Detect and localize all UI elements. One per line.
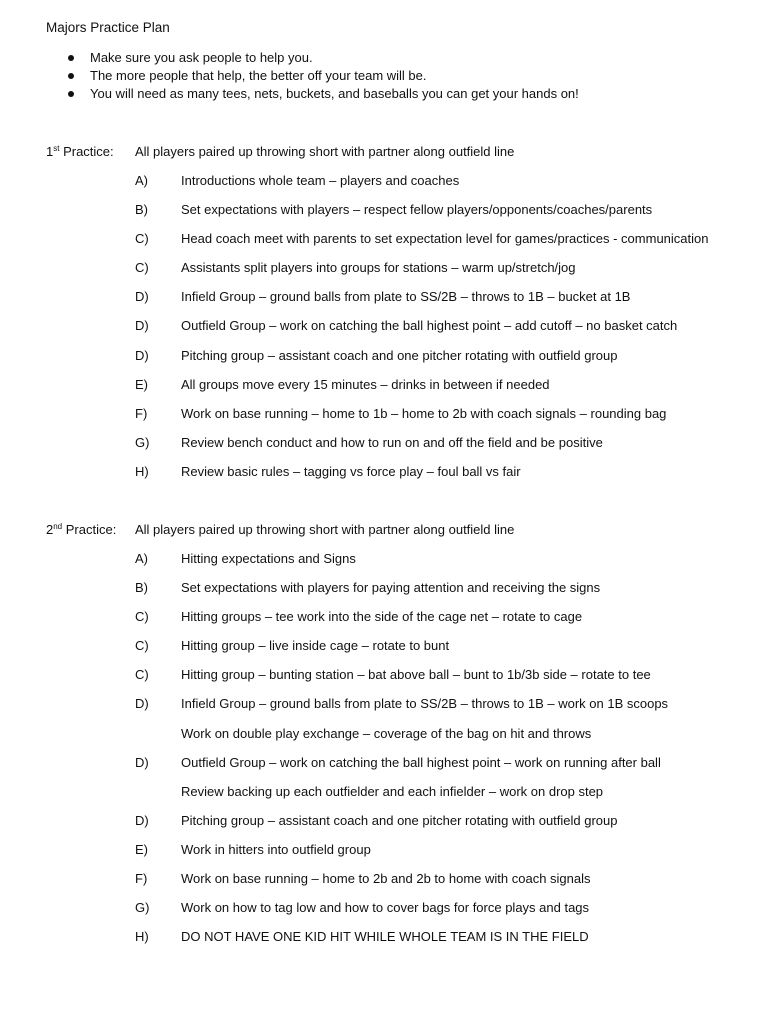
item-text: Work on how to tag low and how to cover bags for force plays and tags [181, 900, 590, 916]
item-letter: F) [135, 405, 148, 421]
practice-item [46, 201, 746, 230]
practice-2-lead: All players paired up throwing short with partner along outfield line [135, 522, 515, 537]
practice-2-header [46, 521, 746, 550]
practice-item [46, 317, 746, 346]
item-letter: H) [135, 929, 149, 945]
practice-2-items [46, 550, 746, 957]
bullet-dot-icon [68, 91, 74, 97]
item-text: Review backing up each outfielder and each infielder – work on drop step [181, 783, 604, 799]
item-text: Review bench conduct and how to run on and off the field and be positive [181, 434, 603, 450]
item-text: Introductions whole team – players and coaches [181, 173, 460, 188]
item-text: Head coach meet with parents to set expectation level for games/practices - communication [181, 231, 709, 247]
item-text: Hitting groups – tee work into the side of the cage net – rotate to cage [181, 609, 583, 625]
practice-item [46, 870, 746, 899]
item-letter: H) [135, 463, 149, 479]
practice-number: 1 [46, 144, 54, 159]
item-text: Hitting group – bunting station – bat above ball – bunt to 1b/3b side – rotate to tee [181, 667, 651, 683]
practice-1-header [46, 143, 746, 172]
bullet-dot-icon [68, 73, 74, 79]
item-letter: A) [135, 551, 148, 566]
item-letter: C) [135, 638, 149, 654]
bullet-item [66, 49, 579, 67]
item-text: Review basic rules – tagging vs force play – foul ball vs fair [181, 463, 521, 479]
practice-item [46, 259, 746, 288]
item-letter: G) [135, 434, 150, 450]
bullet-item [66, 85, 579, 103]
item-letter: E) [135, 841, 148, 857]
practice-1-section [46, 143, 746, 492]
item-letter: C) [135, 231, 149, 247]
practice-item [46, 288, 746, 317]
item-text: Outfield Group – work on catching the ball highest point – work on running after ball [181, 754, 661, 770]
practice-2-section [46, 521, 746, 957]
practice-item [46, 725, 746, 754]
item-text: Infield Group – ground balls from plate to SS/2B – throws to 1B – bucket at 1B [181, 289, 631, 305]
practice-2-label [46, 521, 116, 539]
item-text: DO NOT HAVE ONE KID HIT WHILE WHOLE TEAM IS IN THE FIELD [181, 929, 589, 945]
practice-1-lead: All players paired up throwing short with partner along outfield line [135, 144, 515, 159]
practice-item [46, 434, 746, 463]
practice-item [46, 812, 746, 841]
item-text: Work on double play exchange – coverage of the bag on hit and throws [181, 725, 592, 741]
item-text: Infield Group – ground balls from plate to SS/2B – throws to 1B – work on 1B scoops [181, 696, 669, 712]
item-letter: D) [135, 347, 149, 363]
item-letter: A) [135, 173, 148, 188]
item-letter: C) [135, 609, 149, 625]
intro-bullet-list [66, 49, 579, 103]
item-letter: B) [135, 580, 148, 596]
practice-item [46, 230, 746, 259]
bullet-item [66, 67, 579, 85]
page-title: Majors Practice Plan [46, 20, 170, 35]
practice-item [46, 841, 746, 870]
bullet-text: Make sure you ask people to help you. [90, 50, 313, 65]
practice-item [46, 172, 746, 201]
practice-item [46, 579, 746, 608]
practice-label-tail: Practice: [62, 522, 117, 537]
practice-item [46, 405, 746, 434]
item-text: Work in hitters into outfield group [181, 841, 371, 857]
item-text: Pitching group – assistant coach and one pitcher rotating with outfield group [181, 812, 618, 828]
item-letter: E) [135, 376, 148, 392]
practice-item [46, 608, 746, 637]
item-text: Set expectations with players – respect fellow players/opponents/coaches/parents [181, 202, 653, 218]
item-text: Pitching group – assistant coach and one pitcher rotating with outfield group [181, 347, 618, 363]
item-letter: G) [135, 900, 150, 916]
item-letter: D) [135, 289, 149, 305]
practice-item [46, 695, 746, 724]
bullet-text: You will need as many tees, nets, buckets, and baseballs you can get your hands on! [90, 86, 579, 101]
item-letter: D) [135, 754, 149, 770]
practice-item [46, 463, 746, 492]
practice-item [46, 637, 746, 666]
practice-item [46, 347, 746, 376]
item-text: Hitting expectations and Signs [181, 551, 356, 566]
item-text: All groups move every 15 minutes – drinks in between if needed [181, 376, 550, 392]
practice-1-items [46, 172, 746, 492]
bullet-text: The more people that help, the better off your team will be. [90, 68, 427, 83]
item-text: Work on base running – home to 1b – home to 2b with coach signals – rounding bag [181, 405, 667, 421]
item-text: Set expectations with players for paying attention and receiving the signs [181, 580, 601, 596]
practice-item [46, 754, 746, 783]
item-letter: D) [135, 318, 149, 334]
ordinal-suffix: st [53, 144, 60, 153]
practice-item [46, 783, 746, 812]
practice-item [46, 550, 746, 579]
practice-item [46, 666, 746, 695]
item-letter: F) [135, 871, 148, 887]
item-text: Work on base running – home to 2b and 2b to home with coach signals [181, 871, 591, 887]
item-text: Outfield Group – work on catching the ball highest point – add cutoff – no basket catch [181, 318, 678, 334]
practice-label-tail: Practice: [59, 144, 114, 159]
item-letter: D) [135, 696, 149, 712]
item-letter: C) [135, 260, 149, 276]
item-letter: C) [135, 667, 149, 683]
practice-item [46, 928, 746, 957]
practice-item [46, 376, 746, 405]
item-text: Assistants split players into groups for stations – warm up/stretch/jog [181, 260, 576, 276]
practice-item [46, 899, 746, 928]
ordinal-suffix: nd [53, 522, 63, 531]
item-letter: B) [135, 202, 148, 218]
bullet-dot-icon [68, 55, 74, 61]
practice-1-label [46, 143, 114, 161]
practice-number: 2 [46, 522, 54, 537]
item-letter: D) [135, 812, 149, 828]
item-text: Hitting group – live inside cage – rotate to bunt [181, 638, 450, 654]
